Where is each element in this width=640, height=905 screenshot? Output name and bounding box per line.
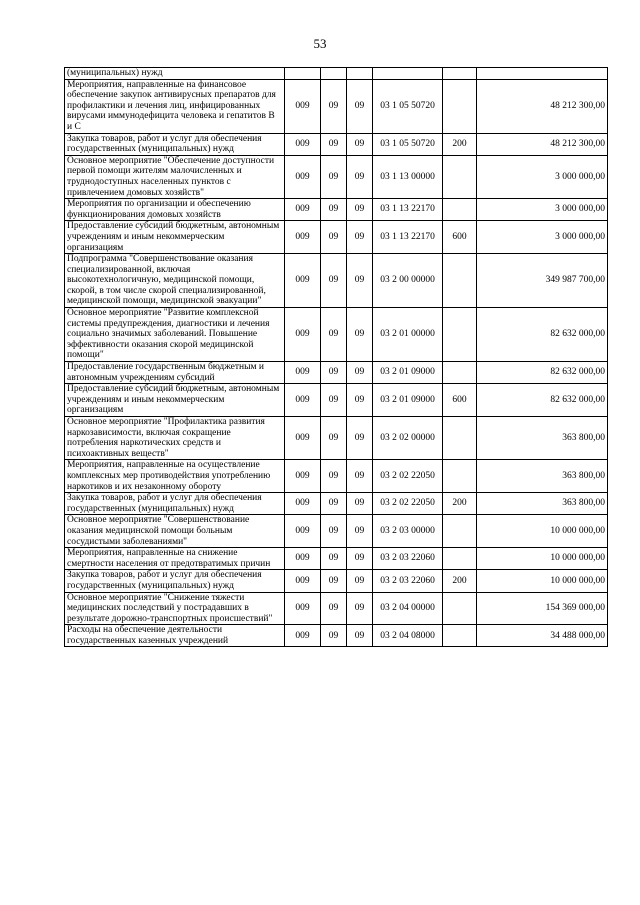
section-code bbox=[321, 68, 347, 80]
table-row bbox=[65, 79, 608, 133]
row-name: Предоставление субсидий бюджетным, автономным учреждениям и иным некоммерческим организациям bbox=[65, 221, 285, 254]
target-article-code: 03 2 04 00000 bbox=[373, 592, 443, 625]
section-code: 09 bbox=[321, 254, 347, 308]
section-code: 09 bbox=[321, 79, 347, 133]
target-article-code: 03 2 01 00000 bbox=[373, 308, 443, 362]
section-code: 09 bbox=[321, 199, 347, 221]
subsection-code: 09 bbox=[347, 515, 373, 548]
row-name: Основное мероприятие "Снижение тяжести медицинских последствий у пострадавших в результате дорожно-транспортных происшествий" bbox=[65, 592, 285, 625]
row-name: Основное мероприятие "Профилактика развития наркозависимости, включая сокращение потребления наркотических средств и психоактивных веществ" bbox=[65, 417, 285, 460]
expense-type-code: 200 bbox=[443, 570, 477, 592]
subsection-code: 09 bbox=[347, 493, 373, 515]
row-name: Мероприятия, направленные на снижение смертности населения от предотвратимых причин bbox=[65, 548, 285, 570]
ministry-code: 009 bbox=[285, 460, 321, 493]
ministry-code: 009 bbox=[285, 254, 321, 308]
target-article-code: 03 1 13 22170 bbox=[373, 199, 443, 221]
ministry-code: 009 bbox=[285, 79, 321, 133]
target-article-code: 03 2 03 00000 bbox=[373, 515, 443, 548]
section-code: 09 bbox=[321, 308, 347, 362]
amount: 48 212 300,00 bbox=[477, 133, 608, 155]
table-row bbox=[65, 133, 608, 155]
target-article-code: 03 2 02 22050 bbox=[373, 460, 443, 493]
amount: 3 000 000,00 bbox=[477, 221, 608, 254]
section-code: 09 bbox=[321, 515, 347, 548]
ministry-code: 009 bbox=[285, 199, 321, 221]
section-code: 09 bbox=[321, 221, 347, 254]
subsection-code: 09 bbox=[347, 79, 373, 133]
subsection-code: 09 bbox=[347, 254, 373, 308]
table-row bbox=[65, 68, 608, 80]
target-article-code: 03 2 02 00000 bbox=[373, 417, 443, 460]
table-row bbox=[65, 384, 608, 417]
expense-type-code bbox=[443, 625, 477, 647]
target-article-code: 03 2 01 09000 bbox=[373, 362, 443, 384]
amount: 349 987 700,00 bbox=[477, 254, 608, 308]
section-code: 09 bbox=[321, 362, 347, 384]
row-name: Основное мероприятие "Развитие комплексной системы предупреждения, диагностики и лечения социально значимых заболеваний. Повышение эффективности оказания скорой медицинской помощи" bbox=[65, 308, 285, 362]
ministry-code: 009 bbox=[285, 362, 321, 384]
table-row bbox=[65, 570, 608, 592]
target-article-code: 03 2 00 00000 bbox=[373, 254, 443, 308]
amount: 82 632 000,00 bbox=[477, 308, 608, 362]
row-name: Подпрограмма "Совершенствование оказания специализированной, включая высокотехнологичную, медицинской помощи, скорой, в том числе скорой специализированной, медицинской помощи, медицинской эвакуации" bbox=[65, 254, 285, 308]
subsection-code bbox=[347, 68, 373, 80]
expense-type-code bbox=[443, 548, 477, 570]
target-article-code: 03 2 03 22060 bbox=[373, 570, 443, 592]
section-code: 09 bbox=[321, 417, 347, 460]
expense-type-code: 200 bbox=[443, 493, 477, 515]
target-article-code: 03 1 05 50720 bbox=[373, 133, 443, 155]
amount: 363 800,00 bbox=[477, 417, 608, 460]
ministry-code: 009 bbox=[285, 308, 321, 362]
target-article-code: 03 2 02 22050 bbox=[373, 493, 443, 515]
table-row bbox=[65, 199, 608, 221]
target-article-code: 03 2 04 08000 bbox=[373, 625, 443, 647]
section-code: 09 bbox=[321, 493, 347, 515]
row-name: Расходы на обеспечение деятельности государственных казенных учреждений bbox=[65, 625, 285, 647]
subsection-code: 09 bbox=[347, 384, 373, 417]
table-row bbox=[65, 493, 608, 515]
ministry-code: 009 bbox=[285, 417, 321, 460]
table-row bbox=[65, 460, 608, 493]
expense-type-code bbox=[443, 68, 477, 80]
expense-type-code: 600 bbox=[443, 384, 477, 417]
row-name: Закупка товаров, работ и услуг для обеспечения государственных (муниципальных) нужд bbox=[65, 570, 285, 592]
section-code: 09 bbox=[321, 548, 347, 570]
expense-type-code: 600 bbox=[443, 221, 477, 254]
table-row bbox=[65, 362, 608, 384]
ministry-code: 009 bbox=[285, 592, 321, 625]
amount: 10 000 000,00 bbox=[477, 570, 608, 592]
subsection-code: 09 bbox=[347, 460, 373, 493]
expense-type-code bbox=[443, 79, 477, 133]
subsection-code: 09 bbox=[347, 133, 373, 155]
amount: 3 000 000,00 bbox=[477, 199, 608, 221]
expense-type-code bbox=[443, 199, 477, 221]
budget-table-body bbox=[65, 68, 608, 647]
ministry-code bbox=[285, 68, 321, 80]
expense-type-code bbox=[443, 515, 477, 548]
table-row bbox=[65, 592, 608, 625]
table-row bbox=[65, 308, 608, 362]
table-row bbox=[65, 625, 608, 647]
amount: 48 212 300,00 bbox=[477, 79, 608, 133]
row-name: (муниципальных) нужд bbox=[65, 68, 285, 80]
subsection-code: 09 bbox=[347, 570, 373, 592]
table-row bbox=[65, 417, 608, 460]
target-article-code: 03 1 13 00000 bbox=[373, 155, 443, 198]
table-row bbox=[65, 548, 608, 570]
row-name: Закупка товаров, работ и услуг для обеспечения государственных (муниципальных) нужд bbox=[65, 493, 285, 515]
table-row bbox=[65, 515, 608, 548]
row-name: Мероприятия, направленные на осуществление комплексных мер противодействия употреблению наркотиков и их незаконному обороту bbox=[65, 460, 285, 493]
ministry-code: 009 bbox=[285, 384, 321, 417]
ministry-code: 009 bbox=[285, 515, 321, 548]
row-name: Мероприятия по организации и обеспечению функционирования домовых хозяйств bbox=[65, 199, 285, 221]
row-name: Предоставление субсидий бюджетным, автономным учреждениям и иным некоммерческим организациям bbox=[65, 384, 285, 417]
expense-type-code bbox=[443, 592, 477, 625]
target-article-code: 03 1 05 50720 bbox=[373, 79, 443, 133]
expense-type-code bbox=[443, 254, 477, 308]
amount bbox=[477, 68, 608, 80]
amount: 82 632 000,00 bbox=[477, 362, 608, 384]
table-row bbox=[65, 254, 608, 308]
target-article-code: 03 1 13 22170 bbox=[373, 221, 443, 254]
ministry-code: 009 bbox=[285, 221, 321, 254]
ministry-code: 009 bbox=[285, 493, 321, 515]
expense-type-code bbox=[443, 308, 477, 362]
row-name: Закупка товаров, работ и услуг для обеспечения государственных (муниципальных) нужд bbox=[65, 133, 285, 155]
row-name: Предоставление государственным бюджетным и автономным учреждениям субсидий bbox=[65, 362, 285, 384]
budget-table bbox=[64, 67, 608, 647]
expense-type-code bbox=[443, 362, 477, 384]
section-code: 09 bbox=[321, 155, 347, 198]
amount: 34 488 000,00 bbox=[477, 625, 608, 647]
section-code: 09 bbox=[321, 592, 347, 625]
target-article-code bbox=[373, 68, 443, 80]
table-row bbox=[65, 155, 608, 198]
row-name: Основное мероприятие "Обеспечение доступности первой помощи жителям малочисленных и труднодоступных населенных пунктов с привлечением домовых хозяйств" bbox=[65, 155, 285, 198]
ministry-code: 009 bbox=[285, 133, 321, 155]
subsection-code: 09 bbox=[347, 308, 373, 362]
section-code: 09 bbox=[321, 570, 347, 592]
expense-type-code bbox=[443, 155, 477, 198]
subsection-code: 09 bbox=[347, 417, 373, 460]
subsection-code: 09 bbox=[347, 199, 373, 221]
subsection-code: 09 bbox=[347, 625, 373, 647]
subsection-code: 09 bbox=[347, 221, 373, 254]
target-article-code: 03 2 03 22060 bbox=[373, 548, 443, 570]
ministry-code: 009 bbox=[285, 625, 321, 647]
subsection-code: 09 bbox=[347, 155, 373, 198]
amount: 10 000 000,00 bbox=[477, 515, 608, 548]
expense-type-code bbox=[443, 460, 477, 493]
subsection-code: 09 bbox=[347, 592, 373, 625]
expense-type-code bbox=[443, 417, 477, 460]
amount: 363 800,00 bbox=[477, 460, 608, 493]
subsection-code: 09 bbox=[347, 362, 373, 384]
section-code: 09 bbox=[321, 625, 347, 647]
amount: 154 369 000,00 bbox=[477, 592, 608, 625]
section-code: 09 bbox=[321, 384, 347, 417]
amount: 3 000 000,00 bbox=[477, 155, 608, 198]
expense-type-code: 200 bbox=[443, 133, 477, 155]
section-code: 09 bbox=[321, 133, 347, 155]
ministry-code: 009 bbox=[285, 548, 321, 570]
section-code: 09 bbox=[321, 460, 347, 493]
row-name: Мероприятия, направленные на финансовое обеспечение закупок антивирусных препаратов для профилактики и лечения лиц, инфицированных вирусами иммунодефицита человека и гепатитов В и С bbox=[65, 79, 285, 133]
row-name: Основное мероприятие "Совершенствование оказания медицинской помощи больным сосудистыми заболеваниями" bbox=[65, 515, 285, 548]
amount: 363 800,00 bbox=[477, 493, 608, 515]
table-row bbox=[65, 221, 608, 254]
page-number: 53 bbox=[313, 36, 327, 51]
amount: 82 632 000,00 bbox=[477, 384, 608, 417]
ministry-code: 009 bbox=[285, 155, 321, 198]
target-article-code: 03 2 01 09000 bbox=[373, 384, 443, 417]
ministry-code: 009 bbox=[285, 570, 321, 592]
subsection-code: 09 bbox=[347, 548, 373, 570]
amount: 10 000 000,00 bbox=[477, 548, 608, 570]
